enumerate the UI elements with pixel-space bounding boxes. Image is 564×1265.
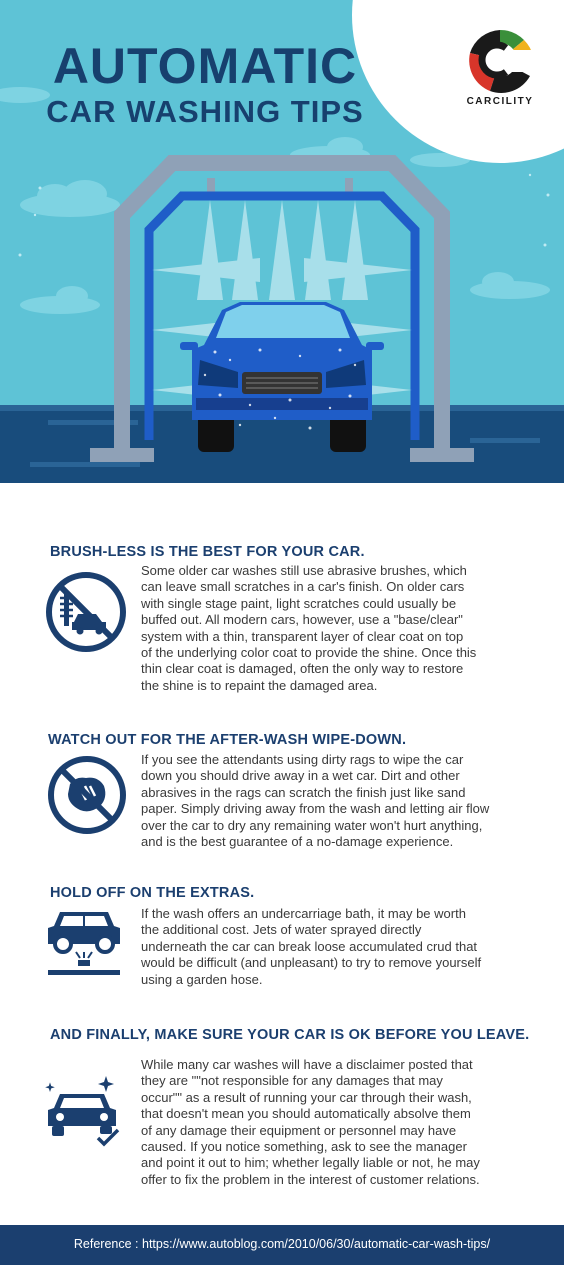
section-1-line: of the underlying color coat to provide the shine. Once this (141, 645, 477, 661)
section-2-line: paper. Simply driving away from the wash and letting air flow (141, 801, 490, 817)
undercarriage-wash-icon (46, 904, 122, 976)
section-1-title: BRUSH-LESS IS THE BEST FOR YOUR CAR. (50, 544, 365, 560)
section-2-line: If you see the attendants using dirty rags to wipe the car (141, 752, 464, 767)
section-3-line: using a garden hose. (141, 971, 263, 987)
brand-name: CARCILITY (466, 96, 534, 107)
section-3-title: HOLD OFF ON THE EXTRAS. (50, 885, 255, 901)
section-2-line: down you should drive away in a wet car. Dirt and other (141, 768, 460, 784)
section-2-line: abrasives in the rags can scratch the finish just like sand (141, 784, 466, 800)
section-4-line: that doesn't mean you should automatically absolve them (141, 1106, 471, 1122)
section-1-body (141, 563, 541, 694)
section-4-line: While many car washes will have a disclaimer posted that (141, 1057, 473, 1072)
section-1-line: with single stage paint, light scratches could usually be (141, 595, 457, 611)
section-1-line: buffed out. All modern cars, however, use a "base/clear" (141, 612, 463, 628)
reference-link[interactable]: Reference : https://www.autoblog.com/2010/06/30/automatic-car-wash-tips/ (73, 1237, 491, 1251)
section-2-body (141, 752, 551, 850)
section-4-line: occur"" as a result of running your car through their wash, (141, 1089, 472, 1105)
section-2-title: WATCH OUT FOR THE AFTER-WASH WIPE-DOWN. (48, 732, 407, 748)
section-1-line: Some older car washes still use abrasive brushes, which (141, 563, 467, 578)
page-title (0, 40, 410, 130)
section-4-title: AND FINALLY, MAKE SURE YOUR CAR IS OK BEFORE YOU LEAVE. (50, 1027, 530, 1043)
section-1-line: the shine is to repaint the damaged area. (141, 677, 378, 693)
section-3-line: underneath the car can break loose accumulated crud that (141, 938, 478, 954)
section-2-line: over the car to dry any remaining water won't hurt anything, (141, 817, 483, 833)
no-brush-car-icon (44, 570, 128, 654)
section-3-line: the additional cost. Jets of water sprayed directly (141, 922, 422, 938)
title-line-1: AUTOMATIC (52, 38, 358, 94)
section-3-line: If the wash offers an undercarriage bath, it may be worth (141, 906, 466, 921)
footer-bar (0, 1225, 564, 1265)
section-2-line: and is the best guarantee of a no-damage experience. (141, 834, 454, 850)
no-hand-wipe-icon (46, 754, 128, 836)
clean-car-check-icon (44, 1074, 124, 1150)
section-1-line: can leave small scratches in a car's finish. On older cars (141, 579, 465, 595)
section-4-line: of any damage their equipment or personnel may have (141, 1122, 457, 1138)
section-3-body (141, 906, 551, 988)
section-1-line: thin clear coat is damaged, often the only way to restore (141, 661, 464, 677)
section-1-line: system with a thin, transparent layer of clear coat on top (141, 628, 464, 644)
section-3-line: would be difficult (and unpleasant) to try to remove yourself (141, 955, 482, 971)
hero-illustration (0, 0, 564, 483)
title-line-2: CAR WASHING TIPS (46, 94, 364, 129)
section-4-line: offer to fix the problem in the interest of customer relations. (141, 1171, 480, 1187)
section-4-line: and point it out to him; whether legally liable or not, he may (141, 1155, 480, 1171)
section-4-line: caused. If you notice something, ask to see the manager (141, 1139, 467, 1155)
section-4-line: they are ""not responsible for any damages that may (141, 1073, 443, 1089)
section-4-body (141, 1057, 551, 1188)
